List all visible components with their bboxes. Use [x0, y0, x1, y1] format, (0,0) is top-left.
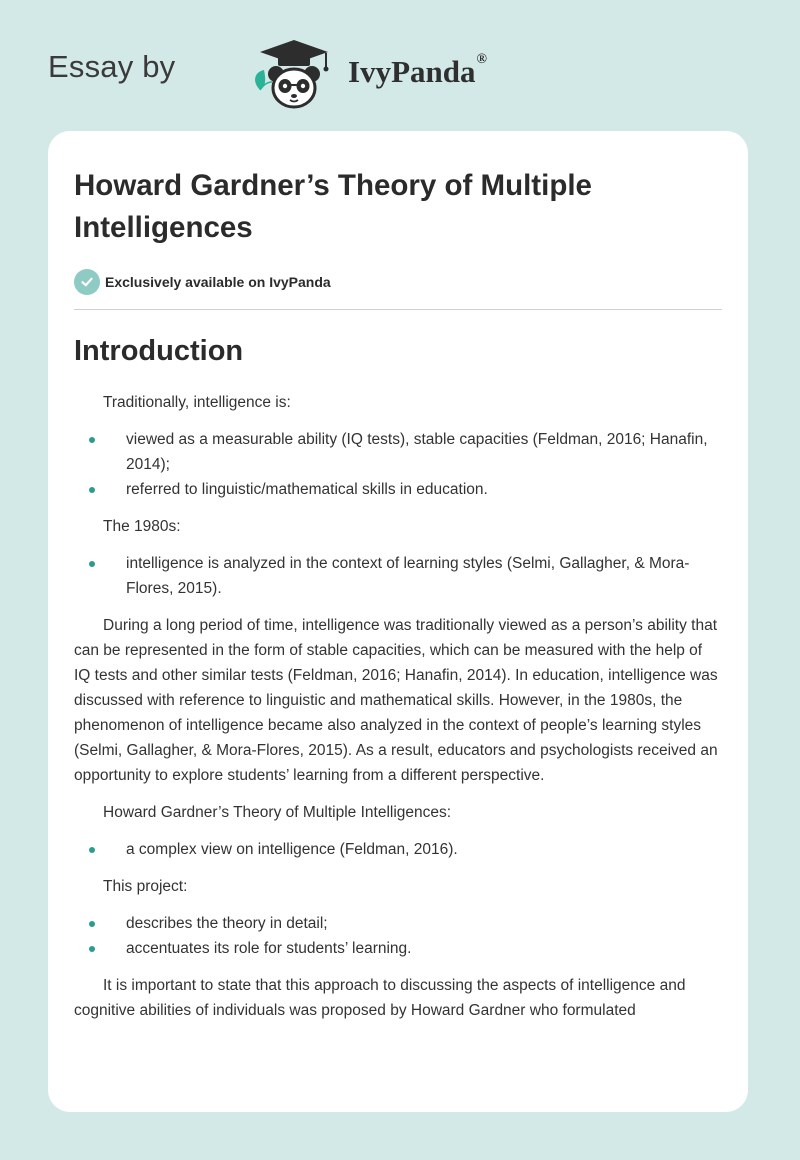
list-item: referred to linguistic/mathematical skills in education.: [74, 477, 722, 502]
divider: [74, 309, 722, 310]
bullet-list: [74, 837, 722, 862]
panda-graduate-logo-icon: [246, 38, 342, 110]
lead-paragraph: Traditionally, intelligence is:: [103, 394, 291, 411]
essay-content: [74, 165, 722, 1023]
section-heading: Introduction: [74, 335, 244, 367]
essay-card: [48, 131, 748, 1112]
lead-paragraph: This project:: [103, 878, 188, 895]
list-item: describes the theory in detail;: [74, 911, 722, 936]
list-item: a complex view on intelligence (Feldman, 2016).: [74, 837, 722, 862]
site-header: [48, 36, 487, 108]
registered-mark: ®: [476, 52, 487, 67]
essay-by-label: Essay by: [48, 49, 176, 84]
check-circle-icon: [74, 269, 100, 295]
exclusive-label: Exclusively available on IvyPanda: [105, 274, 331, 290]
list-item: viewed as a measurable ability (IQ tests), stable capacities (Feldman, 2016; Hanafin, 2014);: [74, 427, 722, 477]
exclusive-badge: [74, 269, 722, 295]
body-paragraph: It is important to state that this approach to discussing the aspects of intelligence and cognitive abilities of individuals was proposed by Howard Gardner who formulated: [74, 977, 686, 1019]
bullet-list: [74, 427, 722, 502]
brand-name: IvyPanda®: [348, 52, 487, 89]
bullet-list: [74, 551, 722, 601]
body-paragraph: During a long period of time, intelligence was traditionally viewed as a person’s ability that can be represented in the form of stable capacities, which can be measured with the help of IQ tests and other similar tests (Feldman, 2016; Hanafin, 2014). In education, intelligence was discussed with reference to linguistic and mathematical skills. However, in the 1980s, the phenomenon of intelligence became also analyzed in the context of people’s learning styles (Selmi, Gallagher, & Mora-Flores, 2015). As a result, educators and psychologists received an opportunity to explore students’ learning from a different perspective.: [74, 617, 718, 784]
lead-paragraph: Howard Gardner’s Theory of Multiple Intelligences:: [103, 804, 452, 821]
essay-body: [74, 390, 722, 1023]
essay-title: Howard Gardner’s Theory of Multiple Intelligences: [74, 169, 592, 244]
bullet-list: [74, 911, 722, 961]
list-item: accentuates its role for students’ learning.: [74, 936, 722, 961]
list-item: intelligence is analyzed in the context of learning styles (Selmi, Gallagher, & Mora-Flores, 2015).: [74, 551, 722, 601]
lead-paragraph: The 1980s:: [103, 518, 181, 535]
